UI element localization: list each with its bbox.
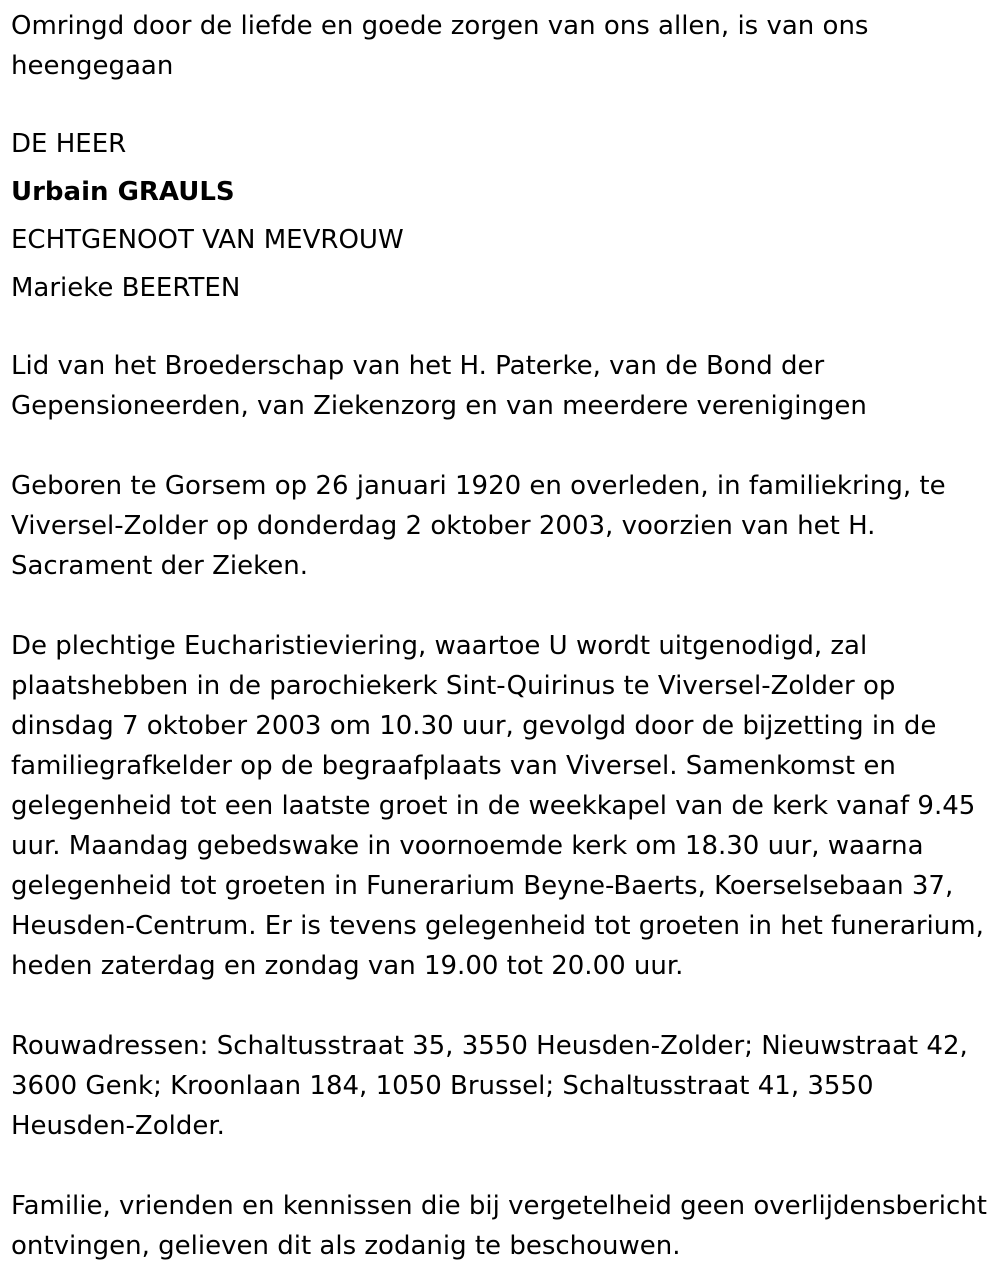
deceased-name: Urbain GRAULS — [11, 177, 235, 207]
closing-paragraph: Familie, vrienden en kennissen die bij vergetelheid geen overlijdensbericht ontvingen, gelieven dit als zodanig te beschouwen. — [11, 1191, 987, 1261]
mourning-addresses-paragraph: Rouwadressen: Schaltusstraat 35, 3550 Heusden-Zolder; Nieuwstraat 42, 3600 Genk; Kroonlaan 184, 1050 Brussel; Schaltusstraat 41, 3550 Heusden-Zolder. — [11, 1031, 968, 1141]
spouse-label: ECHTGENOOT VAN MEVROUW — [11, 225, 404, 255]
ceremony-paragraph: De plechtige Eucharistieviering, waartoe U wordt uitgenodigd, zal plaatshebben in de parochiekerk Sint-Quirinus te Viversel-Zolder op dinsdag 7 oktober 2003 om 10.30 uur, gevolgd door de bijzetting in de familiegrafkelder op de begraafplaats van Viversel. Samenkomst en gelegenheid tot een laatste groet in de weekkapel van de kerk vanaf 9.45 uur. Maandag gebedswake in voornoemde kerk om 18.30 uur, waarna gelegenheid tot groeten in Funerarium Beyne-Baerts, Koerselsebaan 37, Heusden-Centrum. Er is tevens gelegenheid tot groeten in het funerarium, heden zaterdag en zondag van 19.00 tot 20.00 uur. — [11, 631, 984, 981]
spacer — [11, 426, 996, 466]
spouse-name: Marieke BEERTEN — [11, 273, 241, 303]
title-prefix: DE HEER — [11, 129, 127, 159]
birth-death-paragraph: Geboren te Gorsem op 26 januari 1920 en overleden, in familiekring, te Viversel-Zolder op donderdag 2 oktober 2003, voorzien van het H. Sacrament der Zieken. — [11, 471, 946, 581]
obituary-document — [11, 6, 996, 1266]
spacer — [11, 312, 996, 346]
spacer — [11, 86, 996, 120]
spacer — [11, 586, 996, 626]
memberships-paragraph: Lid van het Broederschap van het H. Paterke, van de Bond der Gepensioneerden, van Ziekenzorg en van meerdere verenigingen — [11, 351, 867, 421]
spacer — [11, 986, 996, 1026]
intro-paragraph: Omringd door de liefde en goede zorgen van ons allen, is van ons heengegaan — [11, 11, 869, 81]
spacer — [11, 1146, 996, 1186]
